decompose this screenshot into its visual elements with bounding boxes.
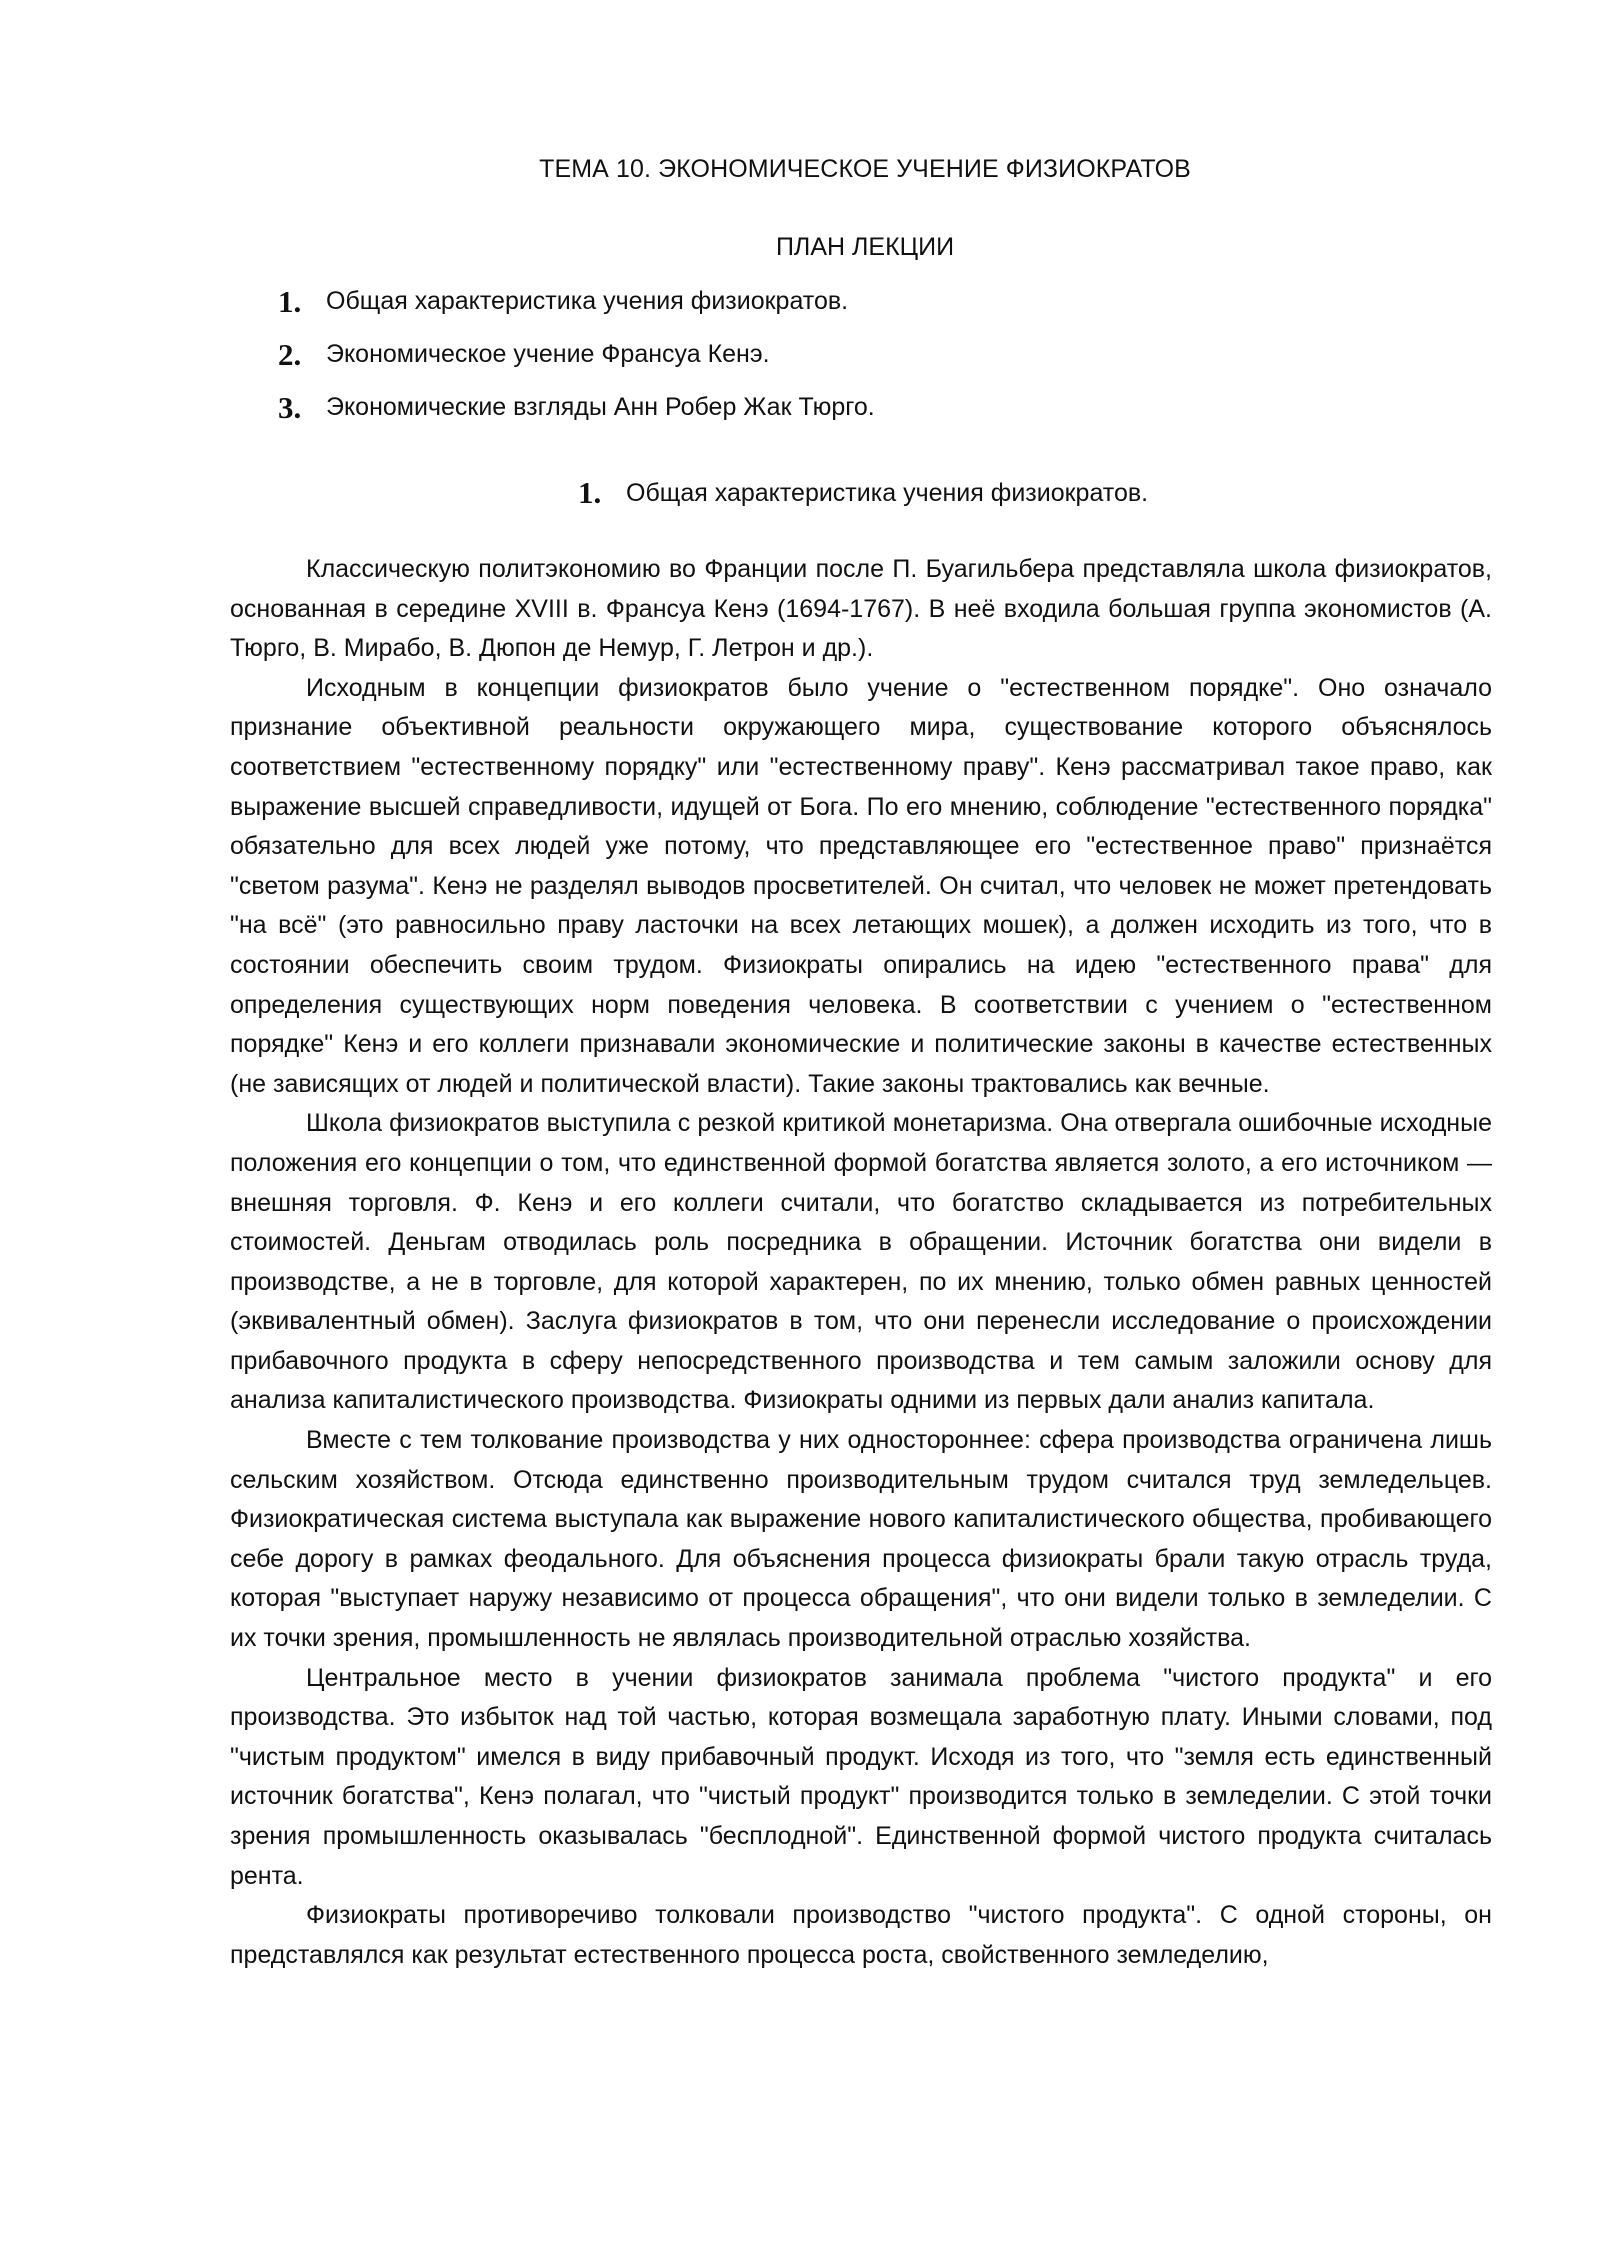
body-paragraph: Центральное место в учении физиократов занимала проблема "чистого продукта" и его производства. Это избыток над той частью, которая возмещала заработную плату. Иными словами, под "чистым продуктом" имелся в виду прибавочный продукт. Исходя из того, что "земля есть единственный источник богатства", Кенэ полагал, что "чистый продукт" производится только в земледелии. С этой точки зрения промышленность оказывалась "бесплодной". Единственной формой чистого продукта считалась рента. — [230, 1663, 1492, 1890]
document-title: ТЕМА 10. ЭКОНОМИЧЕСКОЕ УЧЕНИЕ ФИЗИОКРАТОВ — [539, 155, 1191, 183]
plan-item-text: Экономические взгляды Анн Робер Жак Тюрго. — [326, 393, 875, 421]
body-paragraph: Классическую политэкономию во Франции после П. Буагильбера представляла школа физиократов, основанная в середине XVIII в. Франсуа Кенэ (1694-1767). В неё входила большая группа экономистов (А. Тюрго, В. Мирабо, В. Дюпон де Немур, Г. Летрон и др.). — [230, 555, 1492, 663]
section-title: Общая характеристика учения физиократов. — [626, 478, 1149, 507]
lecture-plan-list — [278, 275, 1378, 434]
section-heading — [578, 475, 1148, 511]
body-paragraph: Физиократы противоречиво толковали производство "чистого продукта". С одной стороны, он представлялся как результат естественного процесса роста, свойственного земледелию, — [230, 1901, 1492, 1969]
plan-item — [278, 275, 1378, 328]
body-paragraph: Вместе с тем толкование производства у них одностороннее: сфера производства ограничена лишь сельским хозяйством. Отсюда единственно производительным трудом считался труд земледельцев. Физиократическая система выступала как выражение нового капиталистического общества, пробивающего себе дорогу в рамках феодального. Для объяснения процесса физиократы брали такую отрасль труда, которая "выступает наружу независимо от процесса обращения", что они видели только в земледелии. С их точки зрения, промышленность не являлась производительной отраслью хозяйства. — [230, 1426, 1492, 1653]
body-paragraph: Исходным в концепции физиократов было учение о "естественном порядке". Оно означало признание объективной реальности окружающего мира, существование которого объяснялось соответствием "естественному порядку" или "естественному праву". Кенэ рассматривал такое право, как выражение высшей справедливости, идущей от Бога. По его мнению, соблюдение "естественного порядка" обязательно для всех людей уже потому, что представляющее его "естественное право" признаётся "светом разума". Кенэ не разделял выводов просветителей. Он считал, что человек не может претендовать "на всё" (это равносильно праву ласточки на всех летающих мошек), а должен исходить из того, что в состоянии обеспечить своим трудом. Физиократы опирались на идею "естественного права" для определения существующих норм поведения человека. В соответствии с учением о "естественном порядке" Кенэ и его коллеги признавали экономические и политические законы в качестве естественных (не зависящих от людей и политической власти). Такие законы трактовались как вечные. — [230, 673, 1492, 1098]
body-paragraph: Школа физиократов выступила с резкой критикой монетаризма. Она отвергала ошибочные исходные положения его концепции о том, что единственной формой богатства является золото, а его источником — внешняя торговля. Ф. Кенэ и его коллеги считали, что богатство складывается из потребительных стоимостей. Деньгам отводилась роль посредника в обращении. Источник богатства они видели в производстве, а не в торговле, для которой характерен, по их мнению, только обмен равных ценностей (эквивалентный обмен). Заслуга физиократов в том, что они перенесли исследование о происхождении прибавочного продукта в сферу непосредственного производства и тем самым заложили основу для анализа капиталистического производства. Физиократы одними из первых дали анализ капитала. — [230, 1109, 1492, 1415]
section-number: 1. — [578, 475, 602, 510]
plan-item-number: 1. — [278, 283, 302, 319]
plan-item-text: Общая характеристика учения физиократов. — [326, 287, 849, 315]
section-body — [230, 550, 1492, 1975]
plan-heading: ПЛАН ЛЕКЦИИ — [775, 233, 955, 261]
plan-item — [278, 381, 1378, 434]
plan-item-number: 3. — [278, 389, 302, 425]
plan-item — [278, 328, 1378, 381]
plan-item-number: 2. — [278, 336, 302, 372]
plan-item-text: Экономическое учение Франсуа Кенэ. — [326, 340, 770, 368]
